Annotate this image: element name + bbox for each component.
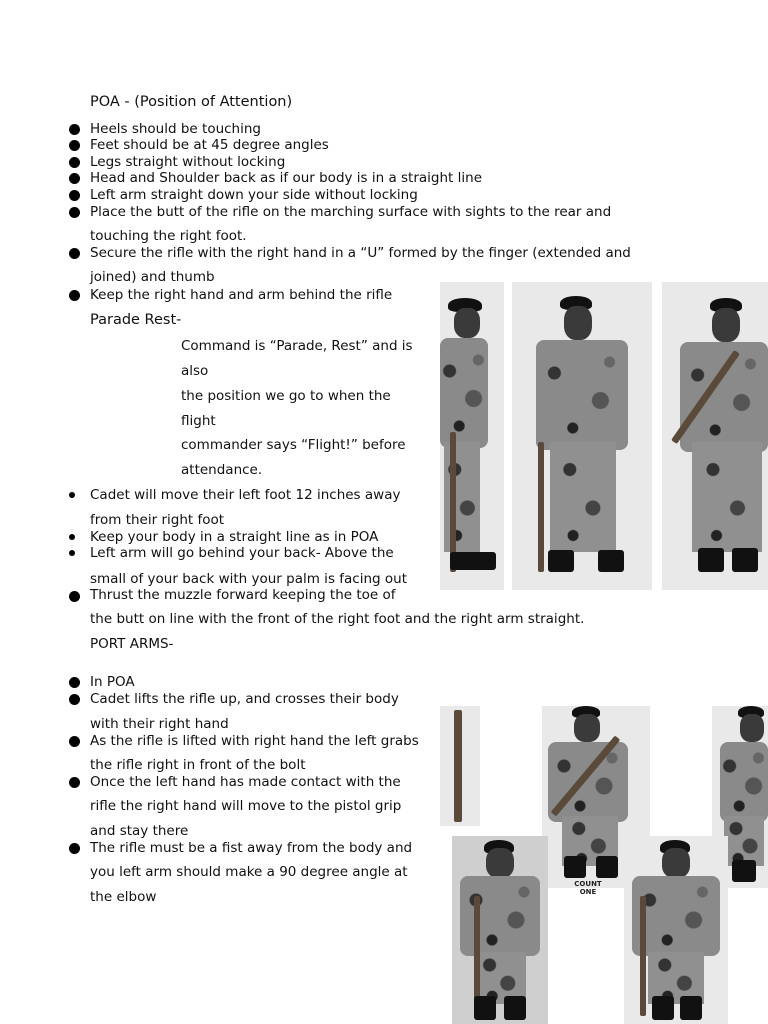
count-label-line2: ONE: [579, 888, 597, 896]
port-arms-bullet-4: Once the left hand has made contact with the: [90, 774, 401, 790]
poa-bullet-4: Head and Shoulder back as if our body is in a straight line: [90, 170, 483, 186]
parade-rest-bullet-1-cont: from their right foot: [90, 512, 225, 528]
bullet-icon: [69, 124, 80, 135]
port-arms-bullet-5-cont2: the elbow: [90, 889, 157, 905]
bullet-icon: [69, 550, 75, 556]
bullet-icon: [69, 843, 80, 854]
parade-rest-bullet-1: Cadet will move their left foot 12 inches away: [90, 487, 401, 503]
photo-port-arms-step-a: [452, 836, 548, 1024]
poa-bullet-1: Heels should be touching: [90, 121, 261, 137]
parade-rest-desc-5: commander says “Flight!” before: [181, 437, 406, 453]
poa-heading: POA - (Position of Attention): [90, 94, 293, 110]
port-arms-bullet-2: Cadet lifts the rifle up, and crosses their body: [90, 691, 399, 707]
bullet-icon: [69, 694, 80, 705]
poa-bullet-6-cont: touching the right foot.: [90, 228, 247, 244]
port-arms-heading: PORT ARMS-: [90, 636, 174, 652]
poa-bullet-8: Keep the right hand and arm behind the rifle: [90, 287, 393, 303]
bullet-icon: [69, 534, 75, 540]
port-arms-bullet-2-cont: with their right hand: [90, 716, 229, 732]
port-arms-bullet-5-cont: you left arm should make a 90 degree angle at: [90, 864, 408, 880]
count-label-line1: COUNT: [574, 880, 602, 888]
bullet-icon: [69, 290, 80, 301]
poa-bullet-6: Place the butt of the rifle on the marching surface with sights to the rear and: [90, 204, 612, 220]
bullet-icon: [69, 736, 80, 747]
bullet-icon: [69, 140, 80, 151]
parade-rest-desc-3: the position we go to when the: [181, 388, 391, 404]
bullet-icon: [69, 248, 80, 259]
parade-rest-bullet-2: Keep your body in a straight line as in POA: [90, 529, 379, 545]
poa-bullet-3: Legs straight without locking: [90, 154, 286, 170]
bullet-icon: [69, 157, 80, 168]
port-arms-bullet-3-cont: the rifle right in front of the bolt: [90, 757, 306, 773]
photo-port-arms-step-b: [624, 836, 728, 1024]
poa-bullet-7: Secure the rifle with the right hand in a “U” formed by the finger (extended and: [90, 245, 631, 261]
bullet-icon: [69, 173, 80, 184]
parade-rest-bullet-4-cont: the butt on line with the front of the right foot and the right arm straight.: [90, 611, 585, 627]
photo-parade-rest: [662, 282, 768, 590]
bullet-icon: [69, 207, 80, 218]
port-arms-bullet-4-cont: rifle the right hand will move to the pistol grip: [90, 798, 402, 814]
port-arms-bullet-4-cont2: and stay there: [90, 823, 189, 839]
photo-poa-side-view: [440, 282, 504, 590]
parade-rest-desc-2: also: [181, 363, 209, 379]
bullet-icon: [69, 492, 75, 498]
port-arms-bullet-3: As the rifle is lifted with right hand the left grabs: [90, 733, 419, 749]
bullet-icon: [69, 591, 80, 602]
bullet-icon: [69, 190, 80, 201]
bullet-icon: [69, 677, 80, 688]
parade-rest-bullet-3: Left arm will go behind your back- Above the: [90, 545, 394, 561]
poa-bullet-7-cont: joined) and thumb: [90, 269, 215, 285]
parade-rest-bullet-3-cont: small of your back with your palm is facing out: [90, 571, 407, 587]
poa-bullet-5: Left arm straight down your side without locking: [90, 187, 418, 203]
port-arms-bullet-1: In POA: [90, 674, 135, 690]
parade-rest-bullet-4: Thrust the muzzle forward keeping the toe of: [90, 587, 396, 603]
parade-rest-desc-6: attendance.: [181, 462, 263, 478]
port-arms-bullet-5: The rifle must be a fist away from the body and: [90, 840, 413, 856]
parade-rest-desc-1: Command is “Parade, Rest” and is: [181, 338, 413, 354]
photo-poa-front-view: [512, 282, 652, 590]
parade-rest-desc-4: flight: [181, 413, 216, 429]
bullet-icon: [69, 777, 80, 788]
photo-port-arms-rifle: [440, 706, 480, 826]
poa-bullet-2: Feet should be at 45 degree angles: [90, 137, 329, 153]
parade-rest-heading: Parade Rest-: [90, 312, 182, 328]
